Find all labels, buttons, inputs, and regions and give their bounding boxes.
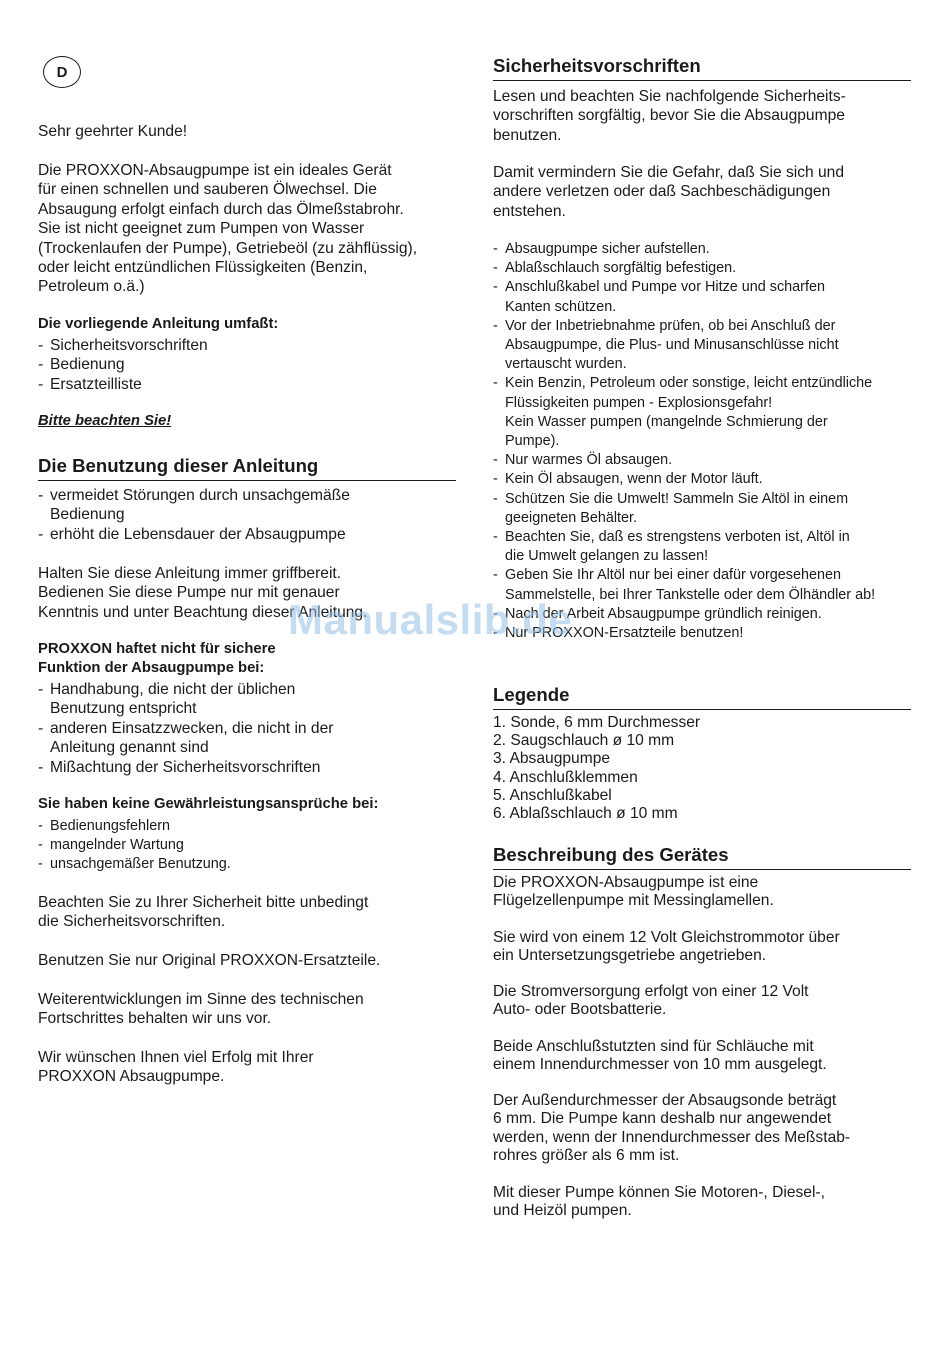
list-item: - Nur PROXXON-Ersatzteile benutzen! [493,624,875,643]
list-item: - Mißachtung der Sicherheitsvorschriften [38,758,333,777]
list-item: - Nur warmes Öl absaugen. [493,451,875,470]
progress-note: Weiterentwicklungen im Sinne des technischen Fortschrittes behalten wir uns vor. [38,991,364,1028]
legend-item: 2. Saugschlauch ø 10 mm [493,732,675,750]
desc-paragraph-5: Der Außendurchmesser der Absaugsonde beträgt 6 mm. Die Pumpe kann deshalb nur angewendet werden, wenn der Innendurchmesser des Meßstab- rohres größer als 6 mm ist. [493,1092,851,1165]
desc-paragraph-4: Beide Anschlußstutzten sind für Schläuche mit einem Innendurchmesser von 10 mm ausgelegt. [493,1038,827,1074]
desc-paragraph-6: Mit dieser Pumpe können Sie Motoren-, Diesel-, und Heizöl pumpen. [493,1184,825,1220]
liability-list [38,680,333,777]
closing: Wir wünschen Ihnen viel Erfolg mit Ihrer PROXXON Absaugpumpe. [38,1049,314,1086]
section-title-usage: Die Benutzung dieser Anleitung [38,455,456,481]
parts-note: Benutzen Sie nur Original PROXXON-Ersatzteile. [38,952,381,969]
list-item: - vermeidet Störungen durch unsachgemäße Bedienung [38,486,350,525]
desc-paragraph-1: Die PROXXON-Absaugpumpe ist eine Flügelzellenpumpe mit Messinglamellen. [493,874,774,910]
list-item: - anderen Einsatzzwecken, die nicht in der Anleitung genannt sind [38,719,333,758]
list-item: - mangelnder Wartung [38,836,231,855]
list-item: - Ablaßschlauch sorgfältig befestigen. [493,259,875,278]
legend-item: 4. Anschlußklemmen [493,768,638,786]
list-item: - Bedienungsfehlern [38,817,231,836]
list-item: - Sicherheitsvorschriften [38,336,208,355]
list-item: - Schützen Sie die Umwelt! Sammeln Sie Altöl in einem geeigneten Behälter. [493,490,875,528]
list-item: - Handhabung, die nicht der üblichen Benutzung entspricht [38,680,333,719]
keep-paragraph: Halten Sie diese Anleitung immer griffbereit. Bedienen Sie diese Pumpe nur mit genauer Kenntnis und unter Beachtung dieser Anleitung. [38,565,368,621]
list-item: - Kein Öl absaugen, wenn der Motor läuft. [493,470,875,489]
intro-line: Die PROXXON-Absaugpumpe ist ein ideales Gerät [38,162,392,179]
legend-item: 3. Absaugpumpe [493,750,611,768]
safety-intro: Lesen und beachten Sie nachfolgende Sicherheits- vorschriften sorgfältig, bevor Sie die Absaugpumpe benutzen. [493,88,846,144]
intro-line: für einen schnellen und sauberen Ölwechsel. Die [38,181,377,199]
legend-item: 1. Sonde, 6 mm Durchmesser [493,714,701,731]
legend-item: 5. Anschlußkabel [493,786,612,804]
contents-heading: Die vorliegende Anleitung umfaßt: [38,316,279,332]
liability-heading: PROXXON haftet nicht für sichere Funktion der Absaugpumpe bei: [38,641,276,676]
intro-line: Petroleum o.ä.) [38,278,145,296]
list-item: - Absaugpumpe sicher aufstellen. [493,240,875,259]
list-item: - Bedienung [38,355,208,374]
greeting: Sehr geehrter Kunde! [38,123,188,140]
list-item: - Geben Sie Ihr Altöl nur bei einer dafür vorgesehenen Sammelstelle, bei Ihrer Tankstelle oder dem Ölhändler ab! [493,566,875,604]
section-title-description: Beschreibung des Gerätes [493,844,911,870]
safety-intro-2: Damit vermindern Sie die Gefahr, daß Sie sich und andere verletzen oder daß Sachbeschädigungen entstehen. [493,164,845,220]
list-item: - Kein Benzin, Petroleum oder sonstige, leicht entzündliche Flüssigkeiten pumpen - Explosionsgefahr! Kein Wasser pumpen (mangelnde Schmierung der Pumpe). [493,374,875,451]
intro-line: oder leicht entzündlichen Flüssigkeiten (Benzin, [38,259,368,277]
legend-item: 6. Ablaßschlauch ø 10 mm [493,805,678,823]
intro-line: Sie ist nicht geeignet zum Pumpen von Wasser [38,220,365,238]
intro-paragraph [38,161,417,297]
section-title-legend: Legende [493,684,911,710]
warranty-heading: Sie haben keine Gewährleistungsansprüche bei: [38,796,379,812]
list-item: - Vor der Inbetriebnahme prüfen, ob bei Anschluß der Absaugpumpe, die Plus- und Minusanschlüsse nicht vertauscht wurden. [493,317,875,375]
list-item: - Beachten Sie, daß es strengstens verboten ist, Altöl in die Umwelt gelangen zu lassen! [493,528,875,566]
safety-note: Beachten Sie zu Ihrer Sicherheit bitte unbedingt die Sicherheitsvorschriften. [38,894,369,931]
usage-list [38,486,350,544]
desc-paragraph-3: Die Stromversorgung erfolgt von einer 12 Volt Auto- oder Bootsbatterie. [493,983,809,1019]
list-item: - Nach der Arbeit Absaugpumpe gründlich reinigen. [493,605,875,624]
safety-list [493,240,875,643]
list-item: - erhöht die Lebensdauer der Absaugpumpe [38,525,350,544]
intro-line: (Trockenlaufen der Pumpe), Getriebeöl (zu zähflüssig), [38,239,418,257]
intro-line: Absaugung erfolgt einfach durch das Ölmeßstabrohr. [38,200,404,218]
list-item: - unsachgemäßer Benutzung. [38,855,231,874]
list-item: - Ersatzteilliste [38,375,208,394]
section-title-safety: Sicherheitsvorschriften [493,55,911,81]
note-link[interactable]: Bitte beachten Sie! [38,413,172,429]
warranty-list [38,817,231,875]
legend-list [493,714,700,823]
desc-paragraph-2: Sie wird von einem 12 Volt Gleichstrommotor über ein Untersetzungsgetriebe angetrieben. [493,929,840,965]
contents-list [38,336,208,394]
list-item: - Anschlußkabel und Pumpe vor Hitze und scharfen Kanten schützen. [493,278,875,316]
language-badge: D [43,56,81,88]
watermark: Manualslib.de [288,596,573,643]
